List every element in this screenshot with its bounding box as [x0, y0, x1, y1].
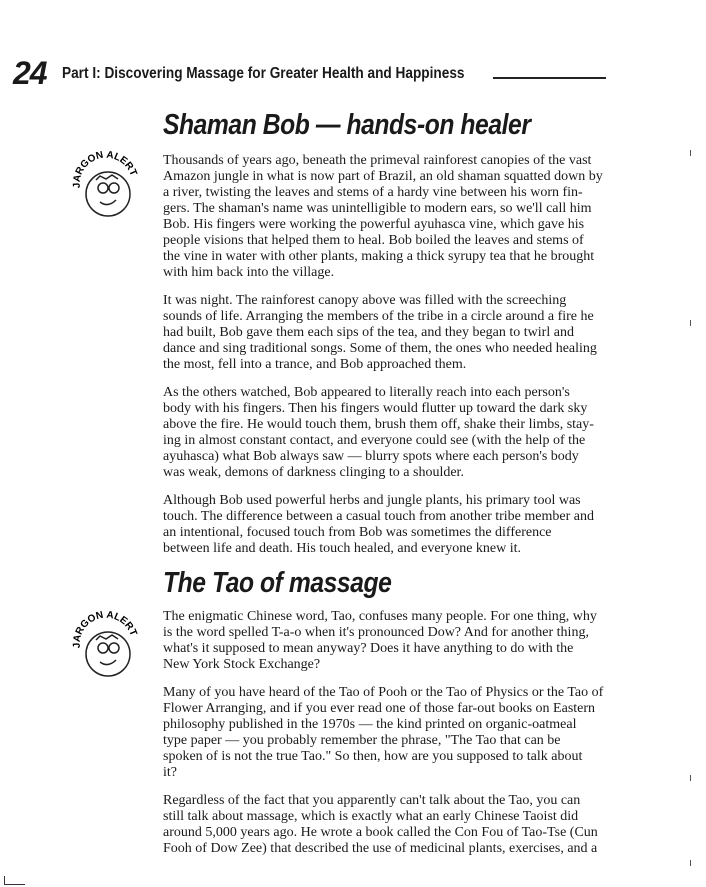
jargon-alert-label: JARGON ALERT	[71, 150, 139, 189]
header-rule	[493, 77, 606, 79]
paragraph: Regardless of the fact that you apparently can't talk about the Tao, you can still talk about massage, which is exactly what an early Chinese Taoist did around 5,000 years ago. He wrote a book called the Con Fou of Tao-Tse (Cun Fooh of Dow Zee) that described the use of medicinal plants, exercises, and a	[163, 793, 598, 856]
paragraph: Although Bob used powerful herbs and jungle plants, his primary tool was touch. The difference between a casual touch from another tribe member and an intentional, focused touch from Bob was sometimes the difference between life and death. His touch healed, and everyone knew it.	[163, 493, 594, 556]
scan-speck	[690, 150, 691, 156]
paragraph: The enigmatic Chinese word, Tao, confuses many people. For one thing, why is the word spelled T-a-o when it's pronounced Dow? And for another thing, what's it supposed to mean anyway? Does it have anything to do with the New York Stock Exchange?	[163, 609, 597, 672]
paragraph: Thousands of years ago, beneath the primeval rainforest canopies of the vast Amazon jungle in what is now part of Brazil, an old shaman squatted down by a river, twisting the leaves and stems of a hardy vine between his worn fin- gers. The shaman's name was unintelligible to modern ears, so we'll call him Bob. His fingers were working the powerful ayuhasca vine, which gave his people visions that helped them to heal. Bob boiled the leaves and stems of the vine in water with other plants, making a thick syrupy tea that he brought with him back into the village.	[163, 153, 603, 280]
paragraph: Many of you have heard of the Tao of Pooh or the Tao of Physics or the Tao of Flower Arranging, and if you ever read one of those far-out books on Eastern philosophy published in the 1970s — the kind printed on organic-oatmeal type paper — you probably remember the phrase, "The Tao that can be spoken of is not the true Tao." So then, how are you supposed to talk about it?	[163, 685, 604, 780]
paragraph: As the others watched, Bob appeared to literally reach into each person's body with his fingers. Then his fingers would flutter up toward the dark sky above the fire. He would touch them, brush them off, shake their limbs, stay- ing in almost constant contact, and everyone could see (with the help of the ayuhasca) what Bob always saw — blurry spots where each person's body was weak, demons of darkness clinging to a shoulder.	[163, 385, 594, 480]
jargon-alert-icon	[70, 610, 140, 680]
section-heading-shaman-bob: Shaman Bob — hands-on healer	[163, 109, 531, 141]
jargon-alert-label: JARGON ALERT	[71, 610, 139, 649]
jargon-alert-icon	[70, 150, 140, 220]
section-heading-tao-of-massage: The Tao of massage	[163, 567, 392, 599]
running-head: Part I: Discovering Massage for Greater Health and Happiness	[62, 65, 465, 82]
scan-speck	[690, 320, 691, 326]
scan-speck	[690, 775, 691, 781]
crop-mark	[4, 876, 25, 885]
page-number: 24	[13, 55, 47, 91]
scan-speck	[690, 860, 691, 866]
paragraph: It was night. The rainforest canopy above was filled with the screeching sounds of life. Arranging the members of the tribe in a circle around a fire he had built, Bob gave them each sips of the tea, and they began to twirl and dance and sing traditional songs. Some of them, the ones who needed healing the most, fell into a trance, and Bob approached them.	[163, 293, 597, 372]
